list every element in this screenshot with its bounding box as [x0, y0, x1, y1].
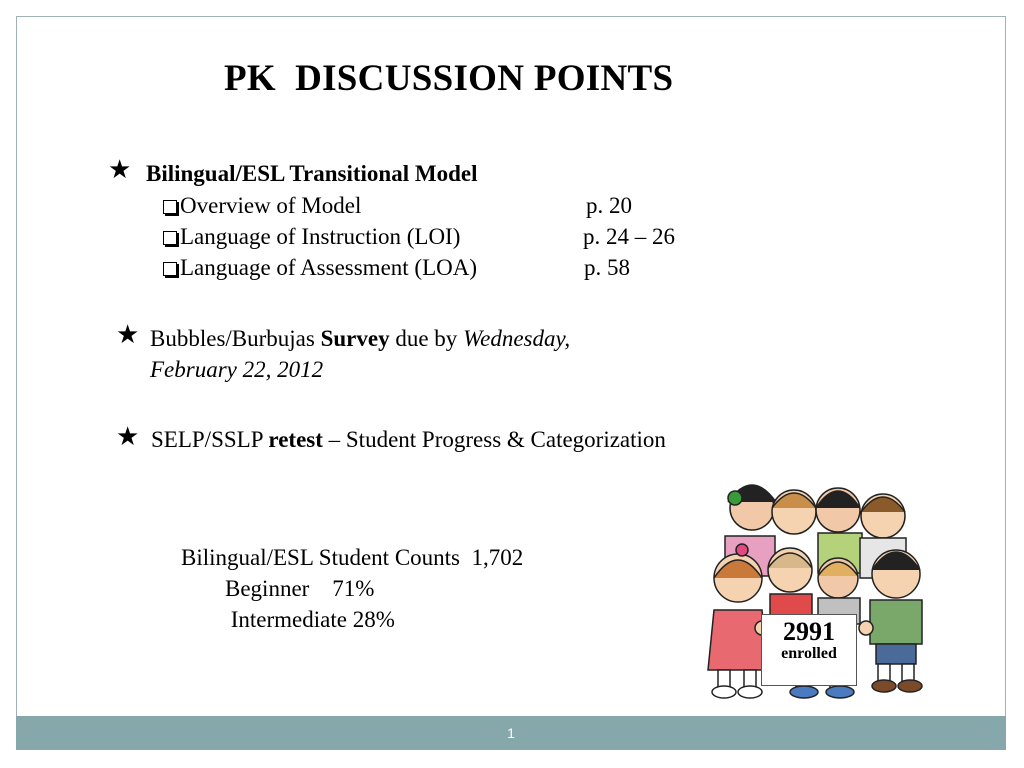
retest-line: [151, 427, 666, 453]
list-item-label: Overview of Model: [180, 193, 362, 218]
page-number: 1: [507, 725, 515, 741]
page-title: PK DISCUSSION POINTS: [224, 58, 674, 99]
list-item: [163, 255, 477, 281]
survey-line: [150, 326, 570, 352]
star-icon: ★: [116, 320, 140, 350]
retest-prefix: SELP/SSLP: [151, 427, 269, 452]
survey-day: Wednesday,: [463, 326, 571, 351]
enrollment-sign: [761, 614, 857, 686]
intermediate-count: Intermediate 28%: [225, 607, 395, 632]
list-item: [163, 193, 361, 219]
footer-bar: [16, 716, 1006, 750]
list-item-page: p. 20: [586, 193, 632, 218]
survey-date-text: February 22, 2012: [150, 357, 324, 382]
list-item-page: p. 24 – 26: [583, 224, 675, 249]
survey-prefix: Bubbles/Burbujas: [150, 326, 321, 351]
retest-bold: retest: [268, 427, 323, 452]
star-icon: ★: [116, 422, 140, 452]
survey-bold: Survey: [320, 326, 390, 351]
checkbox-icon: [163, 231, 177, 245]
checkbox-icon: [163, 262, 177, 276]
section-heading: Bilingual/ESL Transitional Model: [146, 161, 478, 186]
list-item: [163, 224, 460, 250]
beginner-count: Beginner 71%: [225, 576, 375, 601]
checkbox-icon: [163, 200, 177, 214]
list-item-label: Language of Instruction (LOI): [180, 224, 461, 249]
enrollment-number: 2991: [783, 617, 835, 646]
list-item-label: Language of Assessment (LOA): [180, 255, 478, 280]
survey-middle: due by: [389, 326, 464, 351]
student-counts: Bilingual/ESL Student Counts 1,702: [181, 545, 524, 570]
retest-suffix: – Student Progress & Categorization: [322, 427, 666, 452]
list-item-page: p. 58: [584, 255, 630, 280]
star-icon: ★: [108, 155, 132, 185]
survey-date: [150, 357, 323, 383]
enrollment-label: enrolled: [781, 645, 837, 662]
